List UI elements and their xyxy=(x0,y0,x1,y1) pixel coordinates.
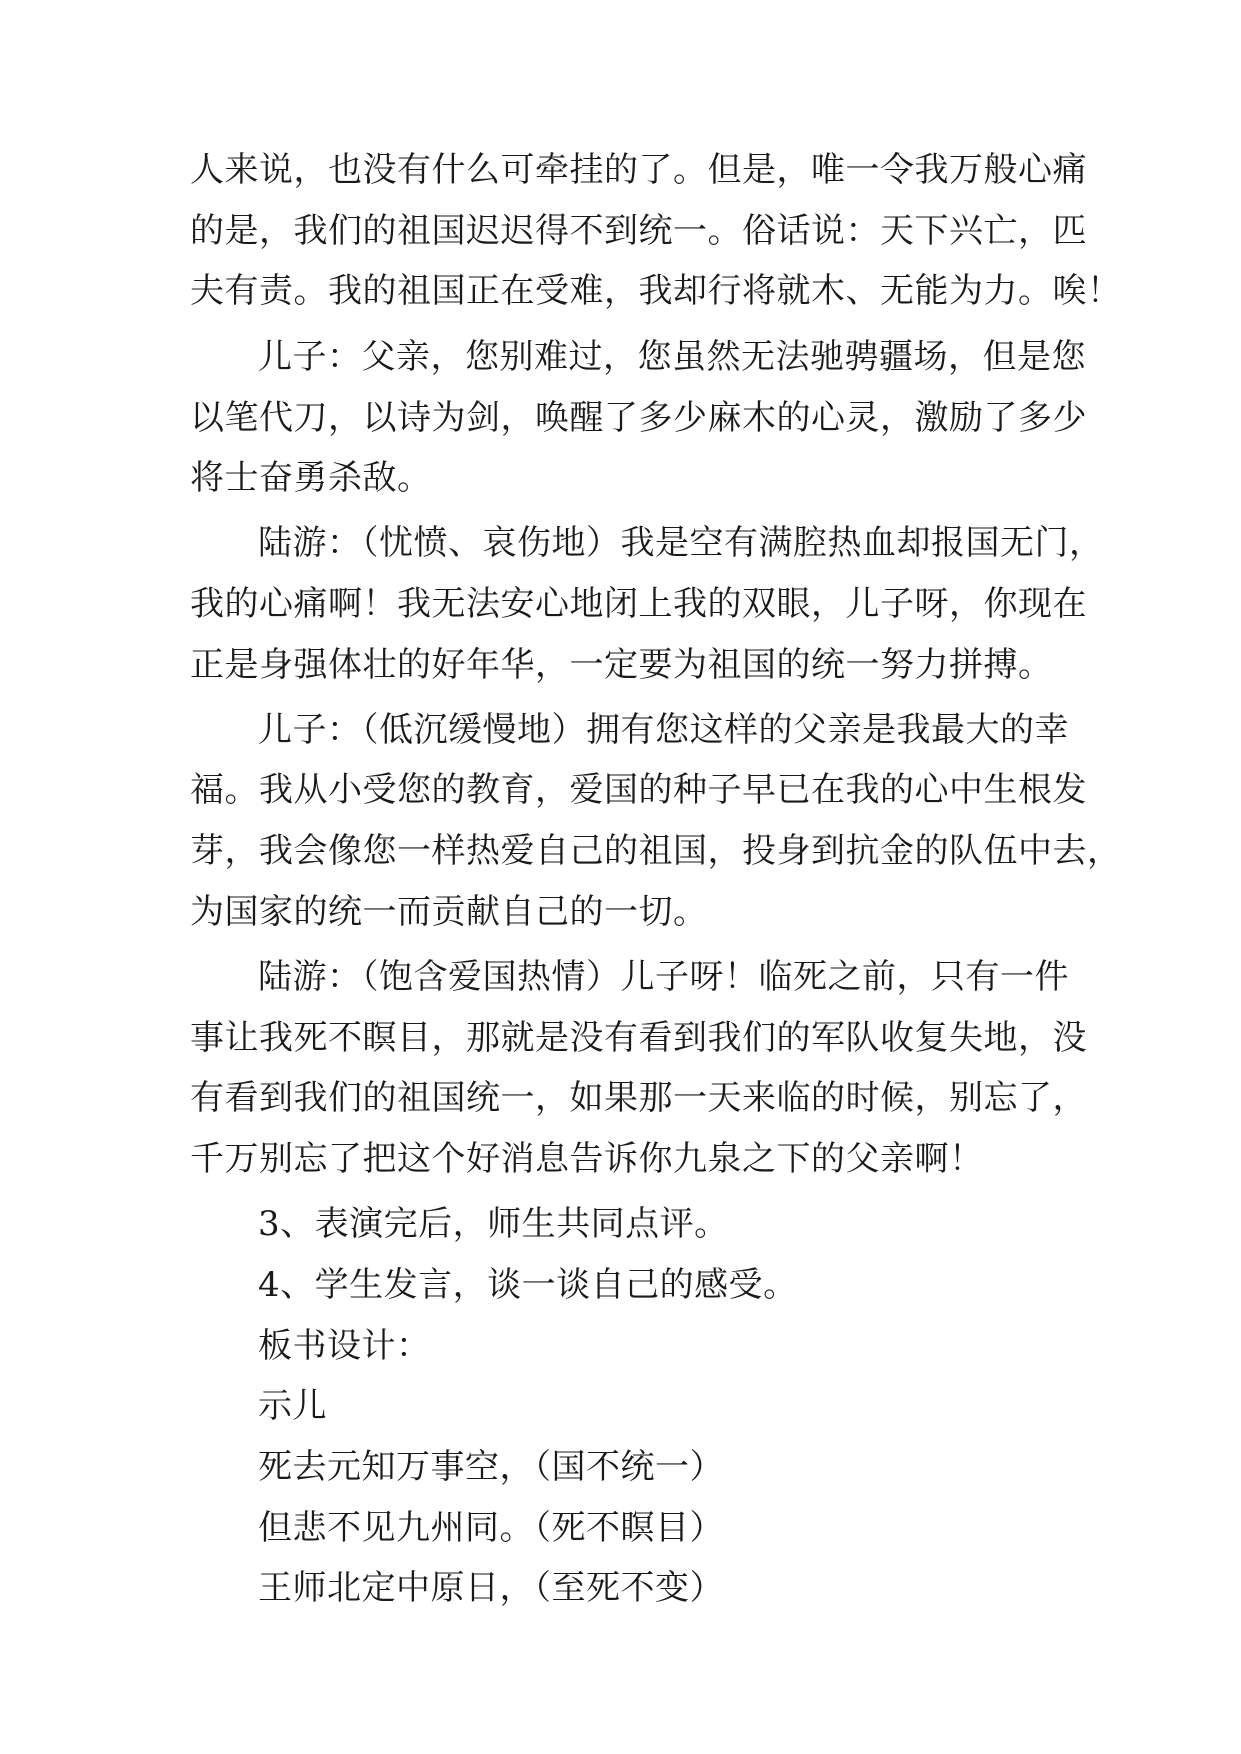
paragraph-line: 我的心痛啊！我无法安心地闭上我的双眼，儿子呀，你现在 xyxy=(190,584,1087,624)
paragraph-line: 千万别忘了把这个好消息告诉你九泉之下的父亲啊！ xyxy=(190,1139,984,1179)
poem-line: 但悲不见九州同。（死不瞑目） xyxy=(258,1508,724,1548)
paragraph-line: 芽，我会像您一样热爱自己的祖国，投身到抗金的队伍中去， xyxy=(190,831,1122,871)
poem-line: 死去元知万事空，（国不统一） xyxy=(258,1447,724,1487)
paragraph-line: 以笔代刀，以诗为剑，唤醒了多少麻木的心灵，激励了多少 xyxy=(190,398,1087,438)
paragraph-line: 夫有责。我的祖国正在受难，我却行将就木、无能为力。唉！ xyxy=(190,271,1122,311)
paragraph-line: 将士奋勇杀敌。 xyxy=(190,458,432,498)
paragraph-line: 有看到我们的祖国统一，如果那一天来临的时候，别忘了， xyxy=(190,1078,1087,1118)
paragraph-line: 陆游：（忧愤、哀伤地）我是空有满腔热血却报国无门， xyxy=(258,523,1104,563)
paragraph-line: 儿子：父亲，您别难过，您虽然无法驰骋疆场，但是您 xyxy=(258,337,1086,377)
paragraph-line: 正是身强体壮的好年华，一定要为祖国的统一努力拼搏。 xyxy=(190,645,1053,685)
paragraph-line: 为国家的统一而贡献自己的一切。 xyxy=(190,892,708,932)
section-heading: 板书设计： xyxy=(258,1326,431,1366)
list-item: 4、学生发言，谈一谈自己的感受。 xyxy=(258,1265,798,1305)
paragraph-line: 人来说，也没有什么可牵挂的了。但是，唯一令我万般心痛 xyxy=(190,150,1087,190)
paragraph-line: 的是，我们的祖国迟迟得不到统一。俗话说：天下兴亡，匹 xyxy=(190,211,1087,251)
list-item: 3、表演完后，师生共同点评。 xyxy=(258,1204,729,1244)
paragraph-line: 儿子：（低沉缓慢地）拥有您这样的父亲是我最大的幸 xyxy=(258,710,1069,750)
paragraph-line: 事让我死不瞑目，那就是没有看到我们的军队收复失地，没 xyxy=(190,1018,1087,1058)
poem-line: 王师北定中原日，（至死不变） xyxy=(258,1568,724,1608)
poem-title: 示儿 xyxy=(258,1386,327,1426)
paragraph-line: 福。我从小受您的教育，爱国的种子早已在我的心中生根发 xyxy=(190,770,1087,810)
paragraph-line: 陆游：（饱含爱国热情）儿子呀！临死之前，只有一件 xyxy=(258,957,1069,997)
